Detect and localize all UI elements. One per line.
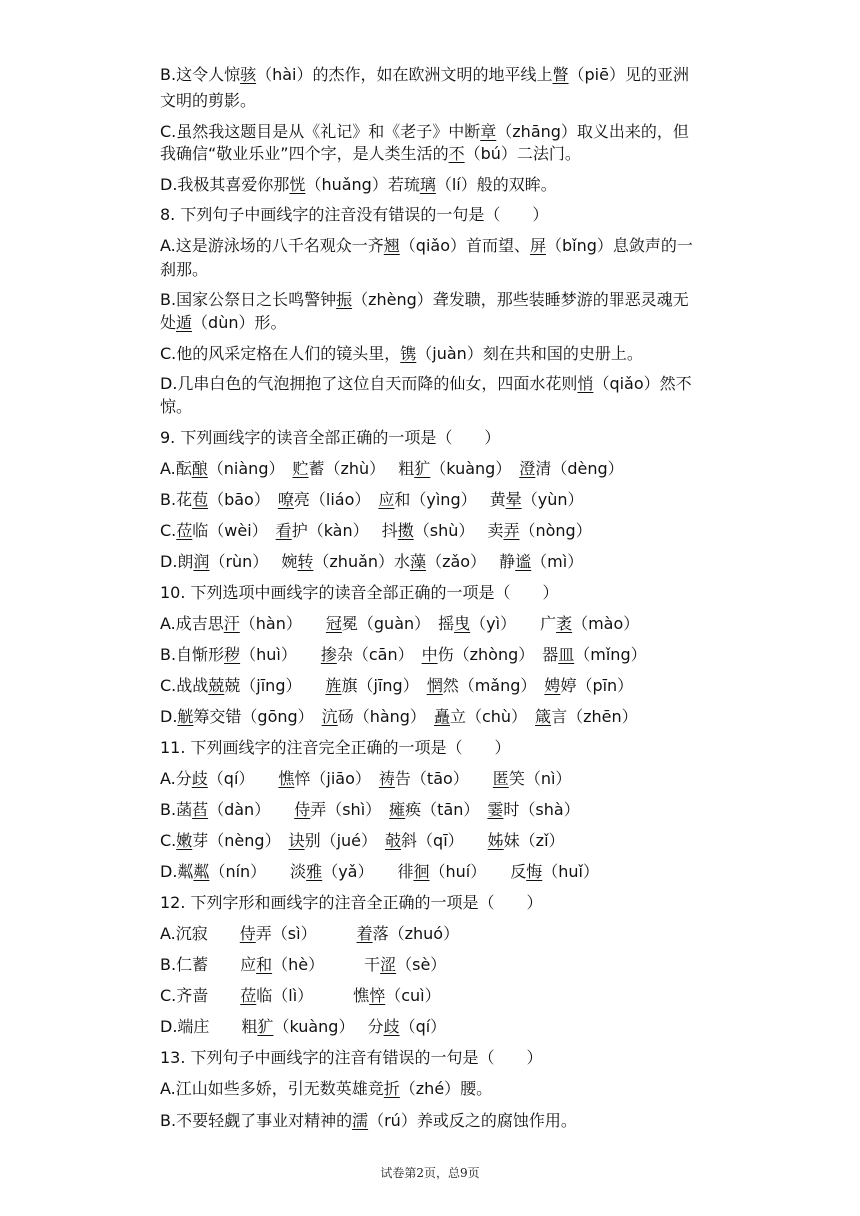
underlined-character: 攲: [385, 831, 402, 850]
underlined-character: 祷: [378, 769, 395, 788]
text-line: [160, 706, 638, 728]
underlined-character: 苞: [192, 490, 209, 509]
text-segment: 刹那。: [160, 260, 209, 279]
text-line: [160, 768, 571, 790]
underlined-character: 贮: [292, 459, 309, 478]
text-line: [160, 985, 441, 1007]
underlined-character: 瘫: [389, 800, 406, 819]
underlined-character: 侍: [239, 924, 256, 943]
text-segment: 8. 下列句子中画线字的注音没有错误的一句是（ ）: [160, 205, 549, 224]
text-segment: 别（jué）: [304, 831, 386, 850]
text-segment: B.花: [160, 490, 193, 509]
text-segment: 临（lì） 憔: [256, 986, 370, 1005]
text-segment: 文明的剪影。: [160, 91, 257, 110]
underlined-character: 姊: [487, 831, 504, 850]
underlined-character: 晕: [505, 490, 522, 509]
text-segment: （dàn）: [208, 800, 295, 819]
text-segment: 筹交错（gōng）: [193, 707, 322, 726]
text-segment: （yǎ） 徘: [322, 862, 414, 881]
underlined-character: 觥: [177, 707, 194, 726]
text-segment: （nín） 淡: [209, 862, 307, 881]
underlined-character: 濡: [352, 1111, 369, 1130]
text-segment: B.自惭形: [160, 645, 225, 664]
underlined-character: 侍: [294, 800, 311, 819]
text-line: [160, 1016, 446, 1038]
text-segment: （huì）: [240, 645, 321, 664]
underlined-character: 憔: [278, 769, 295, 788]
underlined-character: 掺: [320, 645, 337, 664]
text-segment: B.国家公祭日之长鸣警钟: [160, 290, 337, 309]
underlined-character: 酿: [191, 459, 208, 478]
text-segment: B.不要轻觑了事业对精神的: [160, 1111, 353, 1130]
text-segment: （lí）般的双眸。: [435, 175, 557, 194]
text-segment: （qiǎo）首而望、: [399, 236, 530, 255]
text-segment: 弄（shì）: [310, 800, 390, 819]
underlined-character: 恍: [289, 175, 306, 194]
text-line: [160, 861, 599, 883]
text-segment: 言（zhēn）: [551, 707, 638, 726]
text-segment: （kuàng） 分: [273, 1017, 384, 1036]
underlined-character: 镌: [400, 344, 417, 363]
underlined-character: 雅: [306, 862, 323, 881]
text-segment: C.齐啬: [160, 986, 241, 1005]
text-segment: 清（dèng）: [535, 459, 624, 478]
text-segment: 悴（jiāo）: [294, 769, 379, 788]
underlined-character: 袤: [556, 614, 573, 633]
underlined-character: 沆: [321, 707, 338, 726]
underlined-character: 翘: [383, 236, 400, 255]
text-line: [160, 675, 633, 697]
text-segment: A.成吉思: [160, 614, 224, 633]
underlined-character: 犷: [414, 459, 431, 478]
underlined-character: 和: [256, 955, 273, 974]
text-segment: 妹（zǐ）: [503, 831, 565, 850]
text-line: [160, 1047, 543, 1069]
underlined-character: 秽: [224, 645, 241, 664]
text-segment: C.: [160, 831, 177, 850]
text-segment: （cuì）: [385, 986, 441, 1005]
text-segment: （niàng）: [207, 459, 293, 478]
underlined-character: 悴: [369, 986, 386, 1005]
text-segment: C.: [160, 521, 177, 540]
text-segment: 伤（zhòng） 器: [437, 645, 559, 664]
text-segment: 弄（sì）: [255, 924, 357, 943]
text-line: [160, 121, 689, 143]
underlined-character: 中: [421, 645, 438, 664]
text-line: [160, 520, 592, 542]
text-segment: A.分: [160, 769, 192, 788]
underlined-character: 粼: [193, 862, 210, 881]
text-line: [160, 830, 565, 852]
underlined-character: 璃: [419, 175, 436, 194]
text-line: [160, 892, 543, 914]
underlined-character: 擞: [397, 521, 414, 540]
text-segment: D.朗: [160, 552, 194, 571]
underlined-character: 诀: [288, 831, 305, 850]
text-segment: A.江山如些多娇，引无数英雄竞: [160, 1079, 384, 1098]
text-segment: 惊。: [160, 397, 193, 416]
text-segment: 告（tāo）: [394, 769, 493, 788]
underlined-character: 歧: [191, 769, 208, 788]
underlined-character: 谧: [515, 552, 532, 571]
text-segment: 斜（qī）: [401, 831, 488, 850]
underlined-character: 涩: [380, 955, 397, 974]
text-segment: C.虽然我这题目是从《礼记》和《老子》中断: [160, 122, 481, 141]
text-segment: 立（chù）: [449, 707, 536, 726]
underlined-character: 曳: [454, 614, 471, 633]
underlined-character: 莅: [240, 986, 257, 1005]
text-segment: C.他的风采定格在人们的镜头里，: [160, 344, 401, 363]
text-segment: D.我极其喜爱你那: [160, 175, 290, 194]
underlined-character: 瞥: [552, 65, 569, 84]
text-segment: 护（kàn） 抖: [291, 521, 398, 540]
text-segment: （mì）: [531, 552, 584, 571]
text-segment: （bǐng）息敛声的一: [546, 236, 693, 255]
text-segment: （zhuǎn）水: [313, 552, 411, 571]
text-segment: （piē）见的亚洲: [568, 65, 689, 84]
text-line: [160, 289, 689, 311]
text-segment: 亮（liáo）: [293, 490, 379, 509]
underlined-character: 弄: [503, 521, 520, 540]
text-line: [160, 489, 583, 511]
text-line: [160, 259, 208, 281]
underlined-character: 应: [378, 490, 395, 509]
text-segment: （bú）二法门。: [464, 144, 581, 163]
text-segment: B.菡: [160, 800, 193, 819]
text-segment: （bāo）: [208, 490, 278, 509]
underlined-character: 遁: [176, 313, 193, 332]
text-segment: （zǎo） 静: [426, 552, 516, 571]
underlined-character: 惘: [426, 676, 443, 695]
text-line: [160, 582, 559, 604]
text-line: [160, 396, 192, 418]
underlined-character: 皿: [558, 645, 575, 664]
text-segment: 芽（nèng）: [192, 831, 289, 850]
underlined-character: 藻: [410, 552, 427, 571]
text-segment: A.沉寂: [160, 924, 240, 943]
text-line: [160, 312, 286, 334]
text-segment: 砀（hàng）: [337, 707, 434, 726]
text-segment: 11. 下列画线字的注音完全正确的一项是（ ）: [160, 738, 511, 757]
text-segment: （mǐng）: [574, 645, 647, 664]
text-line: [160, 644, 647, 666]
underlined-character: 匿: [492, 769, 509, 788]
text-line: [160, 458, 624, 480]
text-segment: （juàn）刻在共和国的史册上。: [416, 344, 643, 363]
text-line: [160, 373, 692, 395]
underlined-character: 嫩: [176, 831, 193, 850]
text-segment: 落（zhuó）: [372, 924, 460, 943]
text-segment: （kuàng）: [430, 459, 520, 478]
text-segment: （qí）: [399, 1017, 447, 1036]
underlined-character: 不: [448, 144, 465, 163]
text-segment: （huí） 反: [429, 862, 527, 881]
text-segment: 我确信“敬业乐业”四个字，是人类生活的: [160, 144, 449, 163]
text-segment: 旗（jīng）: [341, 676, 427, 695]
text-segment: （huǎng）若琉: [305, 175, 420, 194]
text-line: [160, 343, 643, 365]
text-segment: 9. 下列画线字的读音全部正确的一项是（ ）: [160, 428, 501, 447]
underlined-character: 悄: [577, 374, 594, 393]
underlined-character: 霎: [487, 800, 504, 819]
text-segment: 婷（pīn）: [560, 676, 634, 695]
underlined-character: 屏: [529, 236, 546, 255]
text-segment: 冕（guàn） 摇: [341, 614, 455, 633]
text-segment: （huǐ）: [542, 862, 599, 881]
text-segment: D.粼: [160, 862, 194, 881]
underlined-character: 澄: [519, 459, 536, 478]
underlined-character: 着: [356, 924, 373, 943]
text-segment: （shù） 卖: [413, 521, 504, 540]
text-segment: （hè） 干: [272, 955, 381, 974]
text-segment: （nòng）: [519, 521, 592, 540]
underlined-character: 润: [193, 552, 210, 571]
underlined-character: 萏: [192, 800, 209, 819]
underlined-character: 转: [297, 552, 314, 571]
underlined-character: 兢: [208, 676, 225, 695]
text-segment: （rú）养或反之的腐蚀作用。: [368, 1111, 577, 1130]
text-line: [160, 613, 639, 635]
text-segment: （sè）: [396, 955, 447, 974]
underlined-character: 汗: [223, 614, 240, 633]
underlined-character: 振: [336, 290, 353, 309]
text-line: [160, 427, 500, 449]
text-segment: （zhé）腰。: [399, 1079, 493, 1098]
text-segment: 处: [160, 313, 177, 332]
underlined-character: 娉: [544, 676, 561, 695]
text-segment: 笑（nì）: [508, 769, 572, 788]
text-line: [160, 737, 511, 759]
text-segment: （hài）的杰作，如在欧洲文明的地平线上: [256, 65, 553, 84]
underlined-character: 莅: [176, 521, 193, 540]
underlined-character: 旌: [325, 676, 342, 695]
underlined-character: 看: [275, 521, 292, 540]
text-line: [160, 235, 693, 257]
underlined-character: 矗: [433, 707, 450, 726]
text-segment: B.这令人惊: [160, 65, 241, 84]
underlined-character: 徊: [413, 862, 430, 881]
text-line: [160, 143, 581, 165]
text-line: [160, 204, 548, 226]
underlined-character: 骇: [240, 65, 257, 84]
underlined-character: 悔: [526, 862, 543, 881]
underlined-character: 歧: [383, 1017, 400, 1036]
underlined-character: 折: [383, 1079, 400, 1098]
text-segment: D.几串白色的气泡拥抱了这位自天而降的仙女，四面水花则: [160, 374, 578, 393]
underlined-character: 冠: [325, 614, 342, 633]
page-footer: 试卷第2页，总9页: [380, 1166, 480, 1180]
text-segment: 临（wèi）: [192, 521, 276, 540]
text-segment: （qí）: [207, 769, 279, 788]
text-segment: B.仁蓄 应: [160, 955, 257, 974]
underlined-character: 犷: [257, 1017, 274, 1036]
underlined-character: 箴: [535, 707, 552, 726]
text-segment: （hàn）: [239, 614, 326, 633]
text-segment: （zhèng）聋发聩，那些装睡梦游的罪恶灵魂无: [352, 290, 689, 309]
text-line: [160, 90, 256, 112]
text-segment: 然（mǎng）: [442, 676, 545, 695]
text-segment: 兢（jīng）: [224, 676, 326, 695]
text-segment: （yùn）: [521, 490, 584, 509]
text-segment: （mào）: [572, 614, 640, 633]
text-line: [160, 1110, 577, 1132]
text-segment: A.酝: [160, 459, 192, 478]
text-segment: 杂（cān）: [336, 645, 422, 664]
text-segment: （dùn）形。: [192, 313, 287, 332]
text-line: [160, 64, 689, 86]
text-line: [160, 1078, 492, 1100]
text-segment: （zhāng）取义出来的，但: [496, 122, 689, 141]
underlined-character: 嘹: [277, 490, 294, 509]
text-segment: 时（shà）: [503, 800, 580, 819]
text-segment: 10. 下列选项中画线字的读音全部正确的一项是（ ）: [160, 583, 559, 602]
text-segment: 蓄（zhù） 粗: [308, 459, 415, 478]
text-segment: C.战战: [160, 676, 209, 695]
text-segment: （yì） 广: [470, 614, 557, 633]
text-line: [160, 799, 580, 821]
text-line: [160, 923, 459, 945]
text-segment: A.这是游泳场的八千名观众一齐: [160, 236, 384, 255]
text-segment: 痪（tān）: [405, 800, 488, 819]
text-segment: 和（yìng） 黄: [394, 490, 506, 509]
text-segment: D.: [160, 707, 178, 726]
text-segment: （rùn） 婉: [209, 552, 298, 571]
text-segment: D.端庄 粗: [160, 1017, 258, 1036]
text-line: [160, 954, 446, 976]
underlined-character: 章: [480, 122, 497, 141]
text-segment: （qiǎo）然不: [593, 374, 692, 393]
text-line: [160, 551, 583, 573]
text-segment: 13. 下列句子中画线字的注音有错误的一句是（ ）: [160, 1048, 543, 1067]
text-segment: 12. 下列字形和画线字的注音全正确的一项是（ ）: [160, 893, 543, 912]
text-line: [160, 174, 557, 196]
